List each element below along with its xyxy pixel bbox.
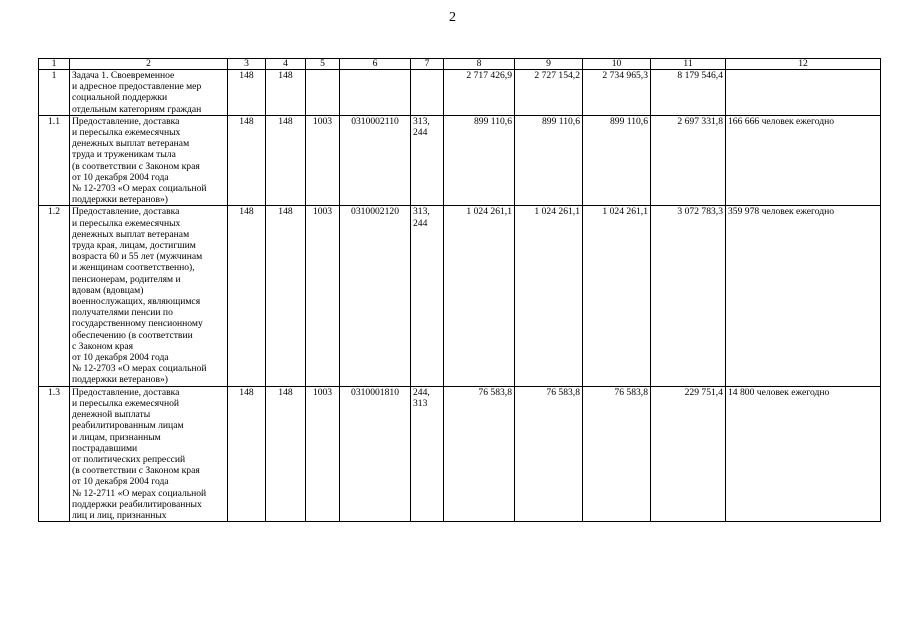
cell-col10: 1 024 261,1	[583, 206, 651, 386]
row-name: Предоставление, доставка и пересылка ежемесячных денежных выплат ветеранам труда и труженикам тыла (в соответствии с Законом края от 10 декабря 2004 года № 12-2703 «О мерах социальной поддержки ветеранов»)	[70, 115, 228, 206]
cell-col11: 8 179 546,4	[651, 70, 726, 116]
cell-col12: 359 978 человек ежегодно	[726, 206, 881, 386]
cell-col7: 313, 244	[411, 206, 444, 386]
header-row	[39, 59, 881, 70]
row-name: Задача 1. Своевременное и адресное предоставление мер социальной поддержки отдельным категориям граждан	[70, 70, 228, 116]
cell-col11: 2 697 331,8	[651, 115, 726, 206]
column-header: 8	[444, 59, 515, 70]
cell-col6: 0310002110	[340, 115, 411, 206]
column-header: 7	[411, 59, 444, 70]
table-row	[39, 386, 881, 521]
table-row	[39, 115, 881, 206]
cell-col10: 76 583,8	[583, 386, 651, 521]
cell-col5: 1003	[306, 206, 340, 386]
column-header: 6	[340, 59, 411, 70]
row-name: Предоставление, доставка и пересылка ежемесячных денежных выплат ветеранам труда края, лицам, достигшим возраста 60 и 55 лет (мужчинам и женщинам соответственно), пенсионерам, родителям и вдовам (вдовцам) военнослужащих, являющимся получателями пенсии по государственному пенсионному обеспечению (в соответствии с Законом края от 10 декабря 2004 года № 12-2703 «О мерах социальной поддержки ветеранов»)	[70, 206, 228, 386]
cell-col4: 148	[266, 386, 306, 521]
cell-col9: 899 110,6	[515, 115, 583, 206]
cell-col11: 3 072 783,3	[651, 206, 726, 386]
cell-col12: 14 800 человек ежегодно	[726, 386, 881, 521]
row-number: 1.3	[39, 386, 70, 521]
cell-col8: 899 110,6	[444, 115, 515, 206]
page-number: 2	[449, 10, 456, 25]
row-number: 1.1	[39, 115, 70, 206]
cell-col4: 148	[266, 206, 306, 386]
cell-col7: 244, 313	[411, 386, 444, 521]
row-name: Предоставление, доставка и пересылка ежемесячной денежной выплаты реабилитированным лицам и лицам, признанным пострадавшими от политических репрессий (в соответствии с Законом края от 10 декабря 2004 года № 12-2711 «О мерах социальной поддержки реабилитированных лиц и лиц, признанных	[70, 386, 228, 521]
column-header: 11	[651, 59, 726, 70]
cell-col8: 76 583,8	[444, 386, 515, 521]
cell-col5	[306, 70, 340, 116]
cell-col10: 2 734 965,3	[583, 70, 651, 116]
budget-table	[38, 58, 881, 522]
cell-col4: 148	[266, 70, 306, 116]
cell-col9: 76 583,8	[515, 386, 583, 521]
cell-col3: 148	[228, 386, 266, 521]
table-row	[39, 206, 881, 386]
cell-col6: 0310002120	[340, 206, 411, 386]
row-number: 1.2	[39, 206, 70, 386]
column-header: 12	[726, 59, 881, 70]
cell-col9: 2 727 154,2	[515, 70, 583, 116]
column-header: 9	[515, 59, 583, 70]
column-header: 3	[228, 59, 266, 70]
cell-col12: 166 666 человек ежегодно	[726, 115, 881, 206]
table-row	[39, 70, 881, 116]
cell-col7	[411, 70, 444, 116]
column-header: 1	[39, 59, 70, 70]
cell-col4: 148	[266, 115, 306, 206]
cell-col5: 1003	[306, 386, 340, 521]
cell-col12	[726, 70, 881, 116]
column-header: 10	[583, 59, 651, 70]
column-header: 4	[266, 59, 306, 70]
row-number: 1	[39, 70, 70, 116]
cell-col9: 1 024 261,1	[515, 206, 583, 386]
cell-col6	[340, 70, 411, 116]
cell-col5: 1003	[306, 115, 340, 206]
cell-col6: 0310001810	[340, 386, 411, 521]
cell-col3: 148	[228, 115, 266, 206]
cell-col8: 1 024 261,1	[444, 206, 515, 386]
cell-col11: 229 751,4	[651, 386, 726, 521]
column-header: 2	[70, 59, 228, 70]
cell-col10: 899 110,6	[583, 115, 651, 206]
cell-col7: 313, 244	[411, 115, 444, 206]
cell-col3: 148	[228, 70, 266, 116]
cell-col3: 148	[228, 206, 266, 386]
column-header: 5	[306, 59, 340, 70]
cell-col8: 2 717 426,9	[444, 70, 515, 116]
